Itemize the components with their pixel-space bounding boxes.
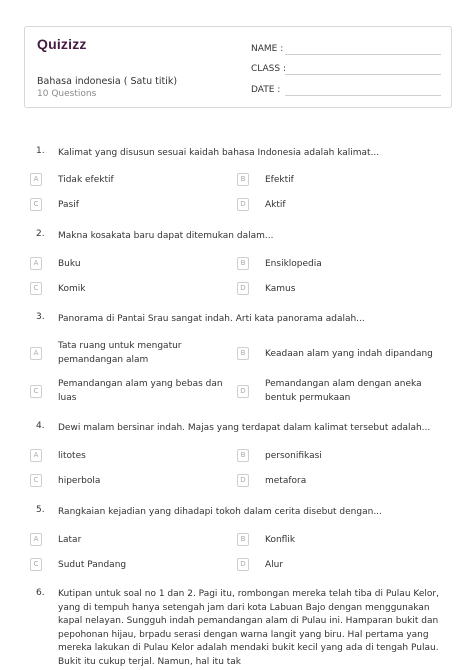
option-text: Buku (58, 259, 81, 269)
option-text: hiperbola (58, 476, 101, 486)
option-letter-box: A (30, 449, 42, 462)
option-text: Ensiklopedia (265, 259, 322, 269)
question-text: Dewi malam bersinar indah. Majas yang terdapat dalam kalimat tersebut adalah... (58, 423, 431, 433)
question-number: 1. (36, 146, 45, 156)
option-text: metafora (265, 476, 307, 486)
question-text: Kalimat yang disusun sesuai kaidah bahasa Indonesia adalah kalimat... (58, 148, 380, 158)
option-text: Pasif (58, 200, 79, 210)
option-text: Pemandangan alam dengan aneka bentuk permukaan (265, 379, 422, 403)
option-letter-box: A (30, 257, 42, 270)
option-letter-box: D (237, 385, 249, 398)
option-letter-box: A (30, 533, 42, 546)
option-letter-box: B (237, 347, 249, 360)
option-letter-box: C (30, 198, 42, 211)
name-label: NAME : (251, 44, 284, 54)
option-text: Keadaan alam yang indah dipandang (265, 349, 433, 359)
question-number: 5. (36, 505, 45, 515)
option-letter-box: B (237, 257, 249, 270)
option-text: Tidak efektif (58, 175, 114, 185)
option-letter-box: C (30, 474, 42, 487)
option-text: Efektif (265, 175, 294, 185)
option-letter-box: D (237, 558, 249, 571)
option-letter-box: C (30, 282, 42, 295)
option-text: Komik (58, 284, 86, 294)
question-number: 6. (36, 588, 45, 598)
option-letter-box: D (237, 474, 249, 487)
question-number: 2. (36, 229, 45, 239)
option-text: Kamus (265, 284, 296, 294)
option-text: Aktif (265, 200, 286, 210)
option-text: Sudut Pandang (58, 560, 127, 570)
question-number: 4. (36, 421, 45, 431)
date-line (285, 95, 441, 96)
option-text: Pemandangan alam yang bebas dan luas (58, 379, 223, 403)
name-field[interactable] (251, 41, 441, 55)
option-letter-box: D (237, 282, 249, 295)
question-6 (36, 588, 452, 670)
option-letter-box: D (237, 198, 249, 211)
quizizz-logo: Quizizz (37, 36, 87, 52)
option-letter-box: B (237, 449, 249, 462)
option-letter-box: C (30, 558, 42, 571)
date-field[interactable] (251, 82, 441, 96)
question-text: Makna kosakata baru dapat ditemukan dalam... (58, 231, 274, 241)
option-letter-box: B (237, 173, 249, 186)
option-text: personifikasi (265, 451, 322, 461)
option-letter-box: B (237, 533, 249, 546)
option-text: litotes (58, 451, 86, 461)
option-letter-box: A (30, 347, 42, 360)
question-number: 3. (36, 312, 45, 322)
class-label: CLASS : (251, 64, 286, 74)
question-count: 10 Questions (37, 89, 97, 99)
option-text: Konflik (265, 535, 296, 545)
option-text: Tata ruang untuk mengatur pemandangan alam (58, 341, 182, 365)
question-text: Panorama di Pantai Srau sangat indah. Arti kata panorama adalah... (58, 314, 365, 324)
question-text: Kutipan untuk soal no 1 dan 2. Pagi itu, rombongan mereka telah tiba di Pulau Kelor, yang di tempuh hanya setengah jam dari kota Labuan Bajo dengan menggunakan kapal nelayan. Sungguh indah pemandangan alam di Pulau ini. Hamparan bukit dan pepohonan hijau, brpadu serasi dengan warna langit yang biru. Hal pertama yang mereka lakukan di Pulau Kelor adalah mendaki bukit kecil yang ada di tengah Pulau. Bukit itu cukup terjal. Namun, hal itu tak (58, 589, 439, 667)
worksheet-header (24, 26, 452, 108)
quiz-title: Bahasa indonesia ( Satu titik) (37, 76, 178, 87)
class-line (285, 74, 441, 75)
question-text: Rangkaian kejadian yang dihadapi tokoh dalam cerita disebut dengan... (58, 507, 382, 517)
option-letter-box: C (30, 385, 42, 398)
option-letter-box: A (30, 173, 42, 186)
date-label: DATE : (251, 85, 281, 95)
option-text: Latar (58, 535, 82, 545)
class-field[interactable] (251, 61, 441, 75)
name-line (285, 54, 441, 55)
option-text: Alur (265, 560, 284, 570)
